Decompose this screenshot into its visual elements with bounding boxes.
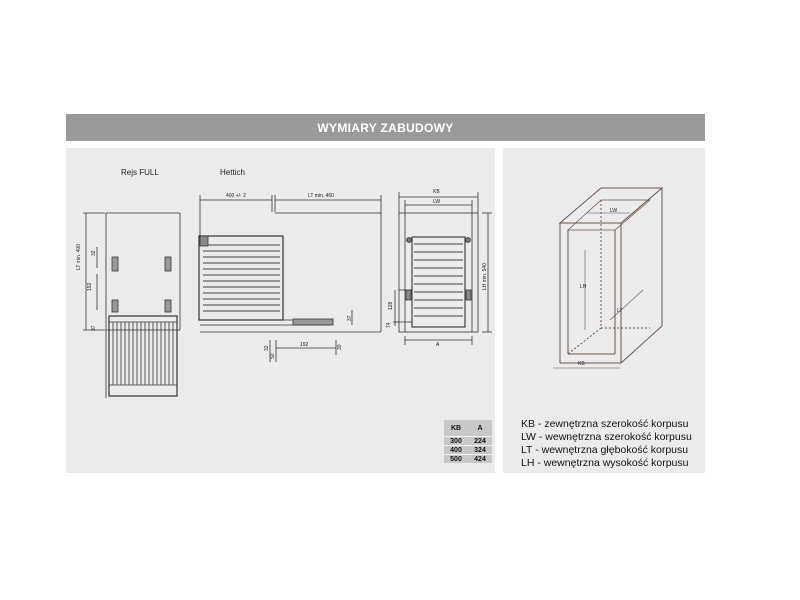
dim-192: 192 — [87, 282, 93, 291]
dim-37a: 37 — [91, 325, 97, 331]
dim-32b: 32 — [264, 345, 270, 351]
dimension-legend — [521, 418, 692, 470]
table-row — [444, 455, 492, 464]
legend-item: KB - zewnętrzna szerokość korpusu — [521, 418, 689, 430]
dim-lt400: LT min. 400 — [76, 244, 82, 270]
dim-32a: 32 — [91, 250, 97, 256]
dim-37b: 37 — [347, 315, 353, 321]
table-cell: 400 — [444, 446, 468, 455]
box-lh: LH — [580, 284, 587, 290]
legend-item: LW - wewnętrzna szerokość korpusu — [521, 431, 692, 443]
label-rejs: Rejs FULL — [121, 168, 159, 177]
dim-30: 30 — [337, 344, 343, 350]
legend-item: LH - wewnętrzna wysokość korpusu — [521, 457, 689, 469]
dim-50: 50 — [270, 353, 276, 359]
dim-kb: KB — [433, 189, 440, 195]
box-lt: LT — [617, 308, 623, 314]
table-header-kb: KB — [444, 420, 468, 437]
table-row — [444, 446, 492, 455]
dim-400: 400 +/- 2 — [226, 193, 246, 199]
dim-192b: 192 — [300, 342, 309, 348]
dim-lh540: LH min. 540 — [482, 263, 488, 290]
drawing-front-view — [393, 192, 492, 345]
dim-a: A — [436, 342, 440, 348]
dim-lw: LW — [433, 199, 441, 205]
box-kb: KB — [578, 361, 585, 367]
dim-74: 74 — [386, 322, 392, 328]
table-cell: 424 — [468, 455, 492, 464]
table-header-a: A — [468, 420, 492, 437]
label-hettich: Hettich — [220, 168, 245, 177]
legend-item: LT - wewnętrzna głębokość korpusu — [521, 444, 689, 456]
table-row — [444, 437, 492, 446]
section-title: WYMIARY ZABUDOWY — [66, 114, 705, 141]
drawing-hettich-side — [199, 195, 381, 362]
kb-dimension-table — [444, 420, 492, 463]
table-cell: 324 — [468, 446, 492, 455]
box-lw: LW — [610, 208, 618, 214]
table-cell: 300 — [444, 437, 468, 446]
cabinet-box-drawing — [553, 188, 662, 368]
dim-128: 128 — [388, 301, 394, 310]
table-cell: 224 — [468, 437, 492, 446]
table-cell: 500 — [444, 455, 468, 464]
dim-lt460: LT min. 460 — [308, 193, 334, 199]
